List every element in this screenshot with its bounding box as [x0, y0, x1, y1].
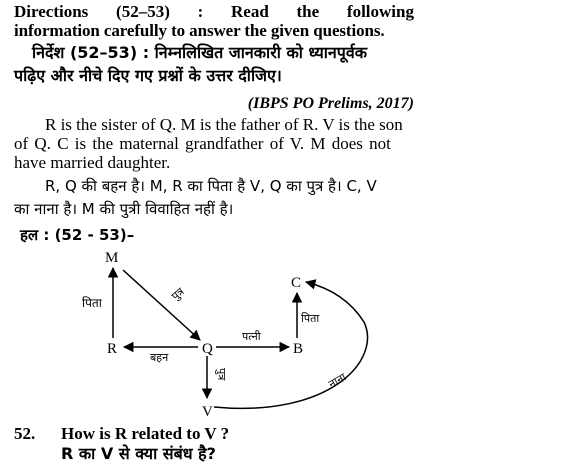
node-R: R — [107, 341, 118, 357]
statement-hi-line1: R, Q की बहन है। M, R का पिता है V, Q का पुत्र है। C, V — [45, 177, 377, 195]
node-B: B — [293, 341, 304, 357]
edge-M-to-Q — [123, 270, 200, 340]
statement-en-line2: of Q. C is the maternal grandfather of V. M does not — [14, 134, 391, 153]
node-M: M — [105, 250, 119, 266]
directions-word: (52–53) — [116, 2, 170, 21]
edge-label-pita-left: पिता — [82, 296, 102, 310]
directions-word: : — [197, 2, 204, 21]
question-en: How is R related to V ? — [61, 424, 230, 443]
edge-label-patni: पत्नी — [242, 330, 261, 343]
edge-label-bahan: बहन — [150, 351, 169, 364]
directions-word: following — [346, 2, 414, 21]
edge-V-to-C — [214, 282, 367, 408]
node-Q: Q — [202, 341, 213, 357]
statement-en-line3: have married daughter. — [14, 153, 171, 172]
source-citation: (IBPS PO Prelims, 2017) — [247, 95, 414, 112]
directions-hi-line1: निर्देश (52–53) : निम्नलिखित जानकारी को ध्यानपूर्वक — [32, 43, 368, 62]
directions-hi-line2: पढ़िए और नीचे दिए गए प्रश्नों के उत्तर दीजिए। — [14, 66, 282, 85]
question-number: 52. — [14, 424, 36, 443]
edge-label-pita-right: पिता — [301, 312, 320, 325]
solution-label: हल : (52 - 53)– — [20, 226, 135, 244]
node-V: V — [202, 404, 213, 420]
directions-en-line2: information carefully to answer the given questions. — [14, 21, 385, 40]
question-hi: R का V से क्या संबंध है? — [61, 444, 216, 463]
directions-word: the — [296, 2, 320, 21]
edge-label-nana: नाना — [326, 370, 349, 391]
edge-label-putra-down: पुत्र — [215, 368, 228, 381]
statement-hi-line2: का नाना है। M की पुत्री विवाहित नहीं है। — [14, 200, 234, 218]
statement-en-line1: R is the sister of Q. M is the father of R. V is the son — [45, 115, 403, 134]
node-C: C — [291, 275, 302, 291]
directions-word: Read — [231, 2, 269, 21]
directions-word: Directions — [14, 2, 89, 21]
edge-label-putra-diag: पुत्र — [168, 284, 187, 303]
